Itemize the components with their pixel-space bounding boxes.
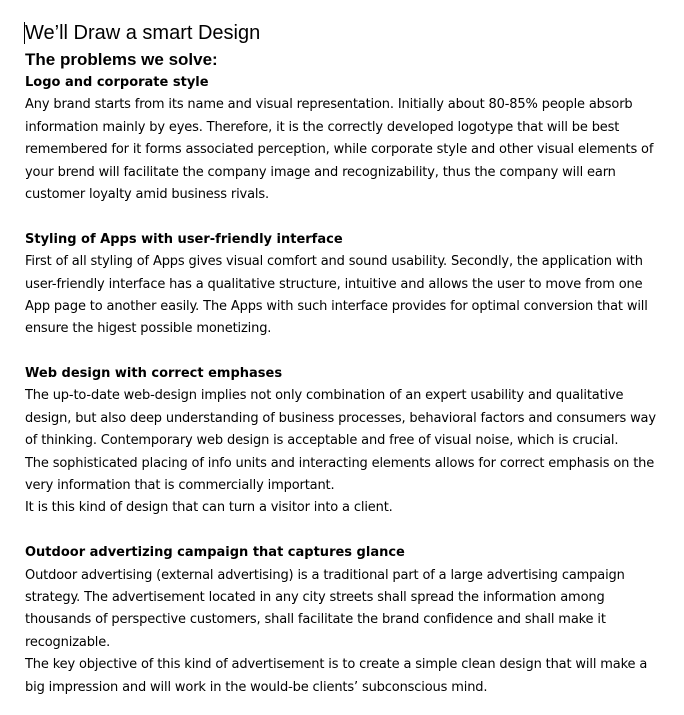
section-heading: Outdoor advertizing campaign that captures glance [25,545,405,561]
paragraph-line: App page to another easily. The Apps with such interface provides for optimal conversion that will [25,298,648,314]
paragraph-line: information mainly by eyes. Therefore, it is the correctly developed logotype that will be best [25,119,620,135]
paragraph-line: big impression and will work in the would-be clients’ subconscious mind. [25,679,488,695]
paragraph-line: Any brand starts from its name and visual representation. Initially about 80-85% people absorb [25,97,633,113]
paragraph-line: customer loyalty amid business rivals. [25,186,269,202]
section-app-styling [25,229,675,341]
document-subtitle: The problems we solve: [25,50,218,69]
paragraph-line: The key objective of this kind of advertisement is to create a simple clean design that will make a [25,657,648,673]
paragraph-line: design, but also deep understanding of business processes, behavioral factors and consumers way [25,410,656,426]
document-title: We’ll Draw a smart Design [25,22,261,44]
section-outdoor-advertizing [25,542,675,699]
document-page [25,18,675,699]
section-heading: Web design with correct emphases [25,366,283,382]
paragraph-line: remembered for it forms associated perception, while corporate style and other visual elements of [25,142,654,158]
blank-line [25,206,675,228]
paragraph-line: It is this kind of design that can turn a visitor into a client. [25,500,393,516]
paragraph-line: very information that is commercially important. [25,478,335,494]
paragraph-line: recognizable. [25,634,111,650]
section-heading: Logo and corporate style [25,75,209,90]
paragraph-line: ensure the higest possible monetizing. [25,321,272,337]
section-logo-corporate-style [25,72,675,206]
paragraph-line: First of all styling of Apps gives visual comfort and sound usability. Secondly, the application with [25,254,643,270]
text-cursor [24,22,25,44]
paragraph-line: user-friendly interface has a qualitative structure, intuitive and allows the user to move from one [25,276,643,292]
paragraph-line: strategy. The advertisement located in any city streets shall spread the information among [25,589,605,605]
document-title-line[interactable] [25,18,675,48]
section-web-design [25,363,675,520]
paragraph-line: The sophisticated placing of info units and interacting elements allows for correct emphasis on the [25,455,655,471]
blank-line [25,341,675,363]
paragraph-line: Outdoor advertising (external advertising) is a traditional part of a large advertising campaign [25,567,625,583]
blank-line [25,520,675,542]
paragraph-line: your brend will facilitate the company image and recognizability, thus the company will earn [25,164,616,180]
section-heading: Styling of Apps with user-friendly interface [25,231,343,247]
paragraph-line: of thinking. Contemporary web design is acceptable and free of visual noise, which is crucial. [25,433,619,449]
paragraph-line: thousands of perspective customers, shall facilitate the brand confidence and shall make it [25,612,606,628]
paragraph-line: The up-to-date web-design implies not only combination of an expert usability and qualitative [25,388,624,404]
